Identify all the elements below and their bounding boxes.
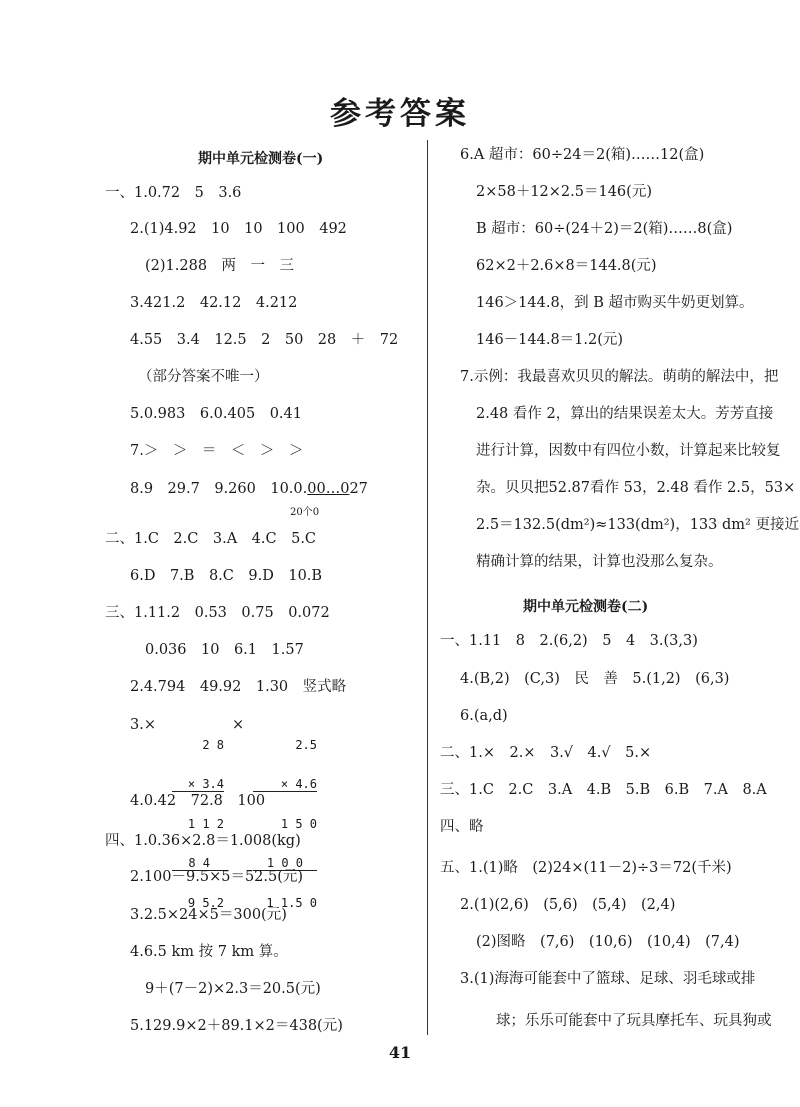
q3-label: 3.× — [130, 717, 156, 733]
answer-line: 四、略 — [440, 819, 484, 835]
answer-line: 6.A 超市：60÷24＝2(箱)……12(盒) — [460, 147, 705, 163]
answer-line: 3.(1)海海可能套中了篮球、足球、羽毛球或排 — [460, 971, 756, 987]
calc-row: 9 5.2 — [187, 896, 224, 910]
answer-line: 2.5＝132.5(dm²)≈133(dm²)，133 dm² 更接近 — [476, 517, 799, 533]
answer-line: 4.55 3.4 12.5 2 50 28 ＋ 72 — [130, 332, 399, 348]
answer-line: 146－144.8＝1.2(元) — [476, 332, 624, 348]
answer-line: （部分答案不唯一） — [138, 369, 269, 385]
page-number: 41 — [388, 1043, 412, 1062]
answer-line: 3.2.5×24×5＝300(元) — [130, 907, 287, 923]
calc-row: 2 8 — [202, 738, 224, 752]
answer-line: 三、1.C 2.C 3.A 4.B 5.B 6.B 7.A 8.A — [440, 782, 767, 798]
calc-row: 1 1 2 — [187, 817, 224, 831]
answer-line: 2.(1)4.92 10 10 100 492 — [130, 221, 347, 237]
answer-line: 146＞144.8，到 B 超市购买牛奶更划算。 — [476, 295, 754, 311]
answer-line: 3.421.2 42.12 4.212 — [130, 295, 298, 311]
answer-line: (2)图略 (7,6) (10,6) (10,4) (7,4) — [476, 934, 740, 950]
answer-line: 三、1.11.2 0.53 0.75 0.072 — [105, 605, 330, 621]
answer-line: 5.0.983 6.0.405 0.41 — [130, 406, 302, 422]
section-heading-2: 期中单元检测卷(二) — [523, 599, 649, 615]
section-heading-1: 期中单元检测卷(一) — [198, 151, 324, 167]
answer-line: 2.(1)(2,6) (5,6) (5,4) (2,4) — [460, 897, 676, 913]
answer-line: 4.(B,2) (C,3) 民 善 5.(1,2) (6,3) — [460, 671, 730, 687]
answer-line: 二、1.× 2.× 3.√ 4.√ 5.× — [440, 745, 652, 761]
q8-note: 20个0 — [290, 507, 320, 518]
q8-prefix: 8.9 29.7 9.260 10.0. — [130, 481, 308, 497]
column-divider — [427, 140, 428, 1035]
calc-row: 1 5 0 — [280, 817, 317, 831]
answer-line: 0.036 10 6.1 1.57 — [145, 642, 304, 658]
calc-row: 1 0 0 — [253, 857, 317, 871]
calc-row: 1 1.5 0 — [266, 896, 317, 910]
q8-suffix: 27 — [349, 481, 368, 497]
answer-line: 球；乐乐可能套中了玩具摩托车、玩具狗或 — [496, 1013, 772, 1029]
answer-line: 2×58＋12×2.5＝146(元) — [476, 184, 652, 200]
answer-line: 二、1.C 2.C 3.A 4.C 5.C — [105, 531, 317, 547]
answer-line: 四、1.0.36×2.8＝1.008(kg) — [105, 833, 301, 849]
answer-line: 7.＞ ＞ ＝ ＜ ＞ ＞ — [130, 443, 304, 459]
answer-line: 5.129.9×2＋89.1×2＝438(元) — [130, 1018, 343, 1034]
answer-line: 五、1.(1)略 (2)24×(11－2)÷3＝72(千米) — [440, 860, 732, 876]
answer-line: (2)1.288 两 一 三 — [145, 258, 295, 274]
answer-line: 62×2＋2.6×8＝144.8(元) — [476, 258, 657, 274]
answer-line: 4.0.42 72.8 100 — [130, 793, 266, 809]
calc-row: 8 4 — [172, 857, 224, 871]
calc-row: × 3.4 — [172, 778, 224, 792]
answer-line: 杂。贝贝把52.87看作 53，2.48 看作 2.5，53× — [476, 480, 796, 496]
answer-line: B 超市：60÷(24＋2)＝2(箱)……8(盒) — [476, 221, 733, 237]
answer-line-q8 — [130, 480, 368, 498]
calc-row: 2.5 — [295, 738, 317, 752]
answer-line: 进行计算，因数中有四位小数，计算起来比较复 — [476, 443, 781, 459]
answer-line: 2.4.794 49.92 1.30 竖式略 — [130, 679, 347, 695]
calc-row: × 4.6 — [253, 778, 317, 792]
answer-line: 6.D 7.B 8.C 9.D 10.B — [130, 568, 323, 584]
q3-mark: × — [232, 717, 245, 733]
answer-line: 精确计算的结果，计算也没那么复杂。 — [476, 554, 723, 570]
answer-line: 6.(a,d) — [460, 708, 508, 724]
answer-line: 9＋(7－2)×2.3＝20.5(元) — [145, 981, 321, 997]
q8-underlined: 00…0 — [307, 481, 350, 497]
page-title: 参考答案 — [330, 96, 470, 132]
answer-line: 4.6.5 km 按 7 km 算。 — [130, 944, 288, 960]
answer-line: 一、1.11 8 2.(6,2) 5 4 3.(3,3) — [440, 633, 698, 649]
vertical-calc-2 — [253, 713, 317, 923]
vertical-calc-1 — [172, 713, 224, 923]
answer-line: 7.示例：我最喜欢贝贝的解法。萌萌的解法中，把 — [460, 369, 779, 385]
answer-line: 2.48 看作 2，算出的结果误差太大。芳芳直接 — [476, 406, 774, 422]
answer-line: 一、1.0.72 5 3.6 — [105, 185, 242, 201]
answer-line: 2.100－9.5×5＝52.5(元) — [130, 869, 304, 885]
